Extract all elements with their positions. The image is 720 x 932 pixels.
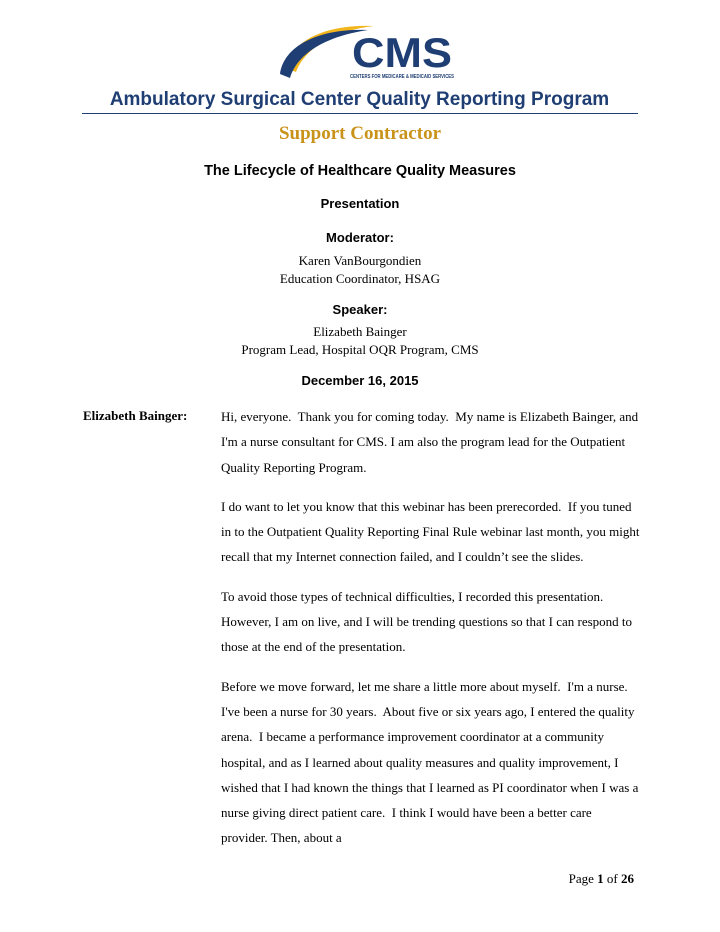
cms-logo	[278, 22, 468, 84]
of-word: of	[606, 871, 618, 886]
support-contractor-heading: Support Contractor	[278, 123, 442, 144]
page-footer	[569, 870, 634, 888]
total-pages: 26	[621, 871, 634, 886]
speaker-name: Elizabeth Bainger	[313, 324, 407, 339]
speaker-role: Program Lead, Hospital OQR Program, CMS	[241, 342, 479, 357]
transcript-body	[221, 404, 641, 865]
speaker-label: Speaker:	[332, 302, 388, 317]
transcript-speaker: Elizabeth Bainger:	[83, 408, 188, 423]
page-word: Page	[568, 871, 594, 886]
program-title: Ambulatory Surgical Center Quality Reporting Program	[109, 89, 610, 110]
logo-wordmark: CMS	[352, 29, 452, 76]
presentation-date: December 16, 2015	[301, 373, 419, 388]
transcript-paragraph: I do want to let you know that this webinar has been prerecorded. If you tuned in to the Outpatient Quality Reporting Final Rule webinar last month, you might recall that my Internet connection failed, and I couldn’t see the slides.	[221, 498, 643, 565]
moderator-name: Karen VanBourgondien	[298, 253, 422, 268]
document-type: Presentation	[320, 196, 400, 211]
title-divider	[82, 113, 638, 114]
logo-tagline: CENTERS FOR MEDICARE & MEDICAID SERVICES	[350, 74, 455, 80]
transcript-paragraph: Hi, everyone. Thank you for coming today. My name is Elizabeth Bainger, and I'm a nurse consultant for CMS. I am also the program lead for the Outpatient Quality Reporting Program.	[221, 409, 642, 475]
page-number: 1	[597, 871, 604, 886]
moderator-role: Education Coordinator, HSAG	[279, 271, 441, 286]
document-title: The Lifecycle of Healthcare Quality Measures	[204, 163, 516, 179]
moderator-label: Moderator:	[326, 230, 394, 245]
transcript-paragraph: To avoid those types of technical difficulties, I recorded this presentation. However, I am on live, and I will be trending questions so that I can respond to those at the end of the presentation.	[221, 588, 636, 655]
transcript-paragraph: Before we move forward, let me share a little more about myself. I'm a nurse. I've been a nurse for 30 years. About five or six years ago, I entered the quality arena. I became a performance improvement coordinator at a community hospital, and as I learned about quality measures and quality improvement, I wished that I had known the things that I learned as PI coordinator when I was a nurse giving direct patient care. I think I would have been a better care provider. Then, about a	[221, 678, 642, 846]
